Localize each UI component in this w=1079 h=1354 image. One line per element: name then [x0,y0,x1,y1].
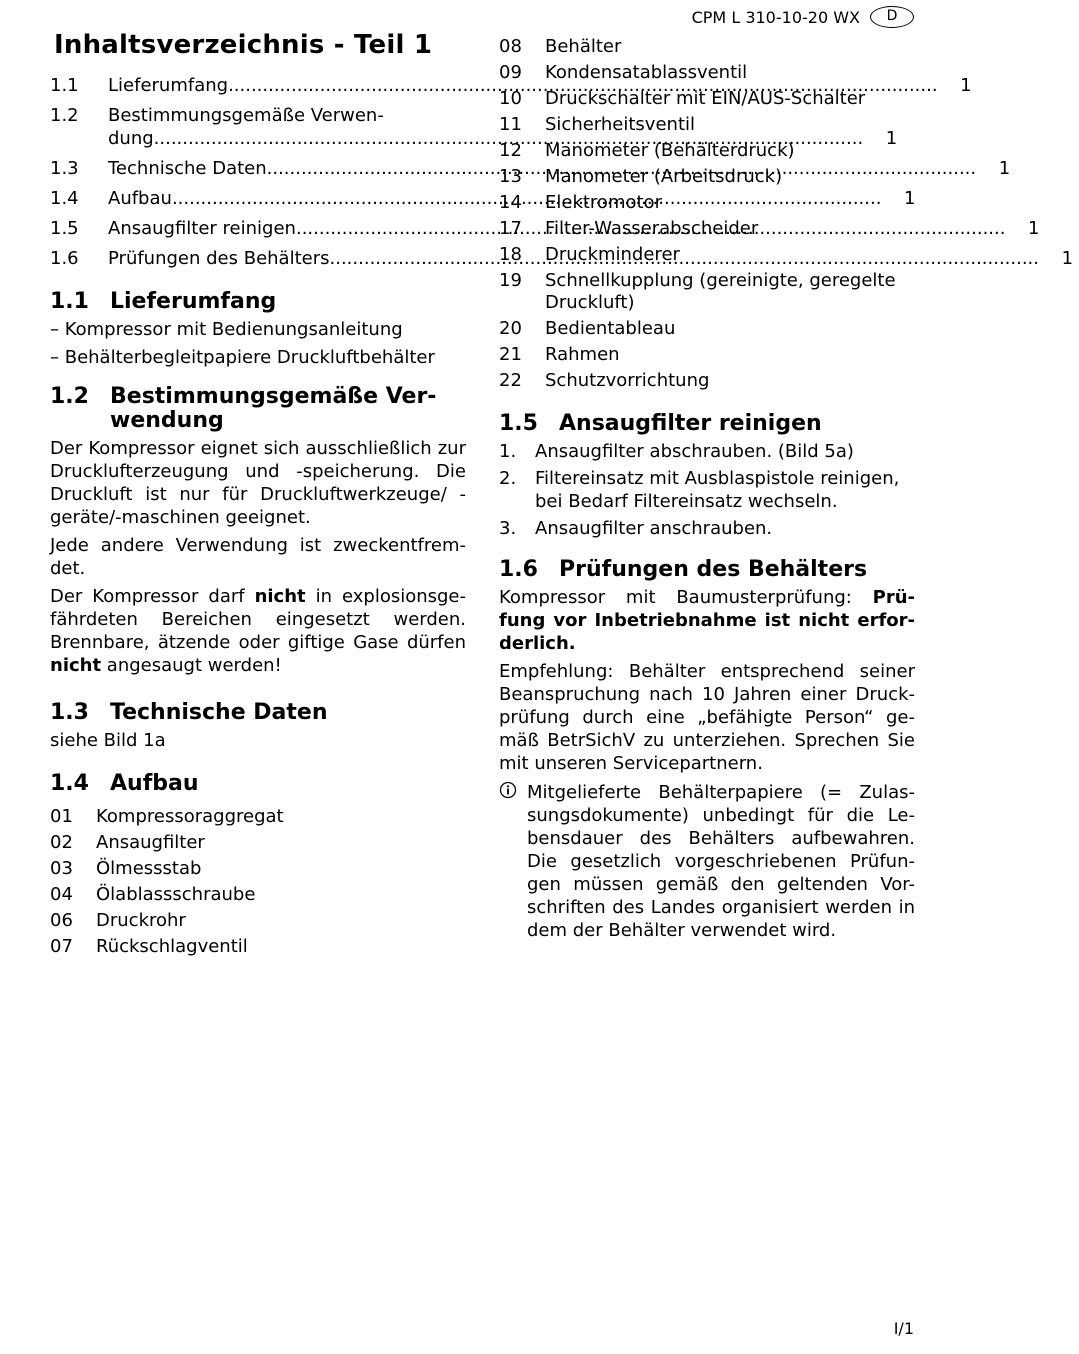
part-item: 01 Kompressoraggregat [50,806,284,827]
part-item: 12 Manometer (Behälterdruck) [499,140,795,161]
toc-entry[interactable]: 1.6 Prüfungen des Behälters ..... 1 [50,247,466,270]
step-item: 1. Ansaugfilter abschrauben. (Bild 5a) [499,441,854,462]
part-item: 10 Druckschalter mit EIN/AUS-Schalter [499,88,866,109]
section-1-3-heading: 1.3 Technische Daten [50,700,328,725]
toc-entry[interactable]: 1.2 Bestimmungsgemäße Verwen- dung ..... 1 [50,104,466,150]
part-item: 04 Ölablassschraube [50,884,256,905]
part-item: 19 Schnellkupplung (gereinigte, geregelte Druckluft) [499,270,896,313]
part-item: 03 Ölmessstab [50,858,202,879]
parts-list-left [50,804,466,960]
toc-entry[interactable]: 1.5 Ansaugfilter reinigen ..... 1 [50,217,466,240]
section-1-1-heading: 1.1 Lieferumfang [50,289,277,314]
language-badge: D [870,6,914,28]
steps-list [499,440,915,540]
page-header [692,6,914,28]
info-note: Mitgelieferte Behälterpapiere (= Zulas-sungsdokumente) unbedingt für die Le-bensdauer des Behälters aufbewahren. Die gesetzlich vorgeschriebenen Prüfun-gen müssen gemäß den geltenden Vor-schriften des Landes organisiert werden in dem der Behälter verwendet wird. [499,781,915,942]
section-1-4-heading: 1.4 Aufbau [50,771,199,796]
toc-entry[interactable]: 1.4 Aufbau ..... 1 [50,187,466,210]
section-1-5-heading: 1.5 Ansaugfilter reinigen [499,411,822,436]
toc-title: Inhaltsverzeichnis - Teil 1 [54,30,433,60]
part-item: 08 Behälter [499,36,622,57]
part-item: 21 Rahmen [499,344,620,365]
part-item: 20 Bedientableau [499,318,676,339]
part-item: 22 Schutzvorrichtung [499,370,710,391]
part-item: 09 Kondensatablassventil [499,62,748,83]
step-item: 3. Ansaugfilter anschrauben. [499,518,773,539]
paragraph: Empfehlung: Behälter entsprechend seiner Beanspruchung nach 10 Jahren einer Druck-prüfung durch eine „befähigte Person“ ge-mäß BetrSichV zu unterziehen. Sprechen Sie mit unseren Servicepartnern. [499,661,915,774]
paragraph: Jede andere Verwendung ist zweckentfrem-det. [50,535,466,579]
paragraph: Der Kompressor eignet sich ausschließlich zur Drucklufterzeugung und -speicherung. Die Druckluft ist nur für Druckluftwerkzeuge/ -geräte/-maschinen geeignet. [50,438,466,528]
list-item: – Kompressor mit Bedienungsanleitung [50,319,403,340]
part-item: 07 Rückschlagventil [50,936,248,957]
info-icon [499,781,527,942]
parts-list-right [499,34,915,394]
part-item: 06 Druckrohr [50,910,186,931]
part-item: 17 Filter-Wasserabscheider [499,218,759,239]
delivery-list [50,318,466,369]
part-item: 14 Elektromotor [499,192,662,213]
list-item: – Behälterbegleitpapiere Druckluftbehälter [50,347,435,368]
part-item: 13 Manometer (Arbeitsdruck) [499,166,783,187]
step-item: 2. Filtereinsatz mit Ausblaspistole reinigen, bei Bedarf Filtereinsatz wechseln. [499,468,900,512]
toc-entry[interactable]: 1.1 Lieferumfang ..... 1 [50,74,466,97]
part-item: 02 Ansaugfilter [50,832,205,853]
part-item: 11 Sicherheitsventil [499,114,696,135]
section-1-2-heading: 1.2 Bestimmungsgemäße Ver- wendung [50,384,437,433]
paragraph: siehe Bild 1a [50,730,166,751]
paragraph: Kompressor mit Baumusterprüfung: Prü-fung vor Inbetriebnahme ist nicht erfor-derlich. [499,587,915,654]
section-1-6-heading: 1.6 Prüfungen des Behälters [499,557,868,582]
part-item: 18 Druckminderer [499,244,680,265]
paragraph: Der Kompressor darf nicht in explosionsge-fährdeten Bereichen eingesetzt werden. Brennbare, ätzende oder giftige Gase dürfen nicht angesaugt werden! [50,586,467,676]
model-name: CPM L 310-10-20 WX [691,7,860,27]
page-number: I/1 [893,1319,914,1338]
toc-entry[interactable]: 1.3 Technische Daten ..... 1 [50,157,466,180]
right-column [499,34,915,942]
